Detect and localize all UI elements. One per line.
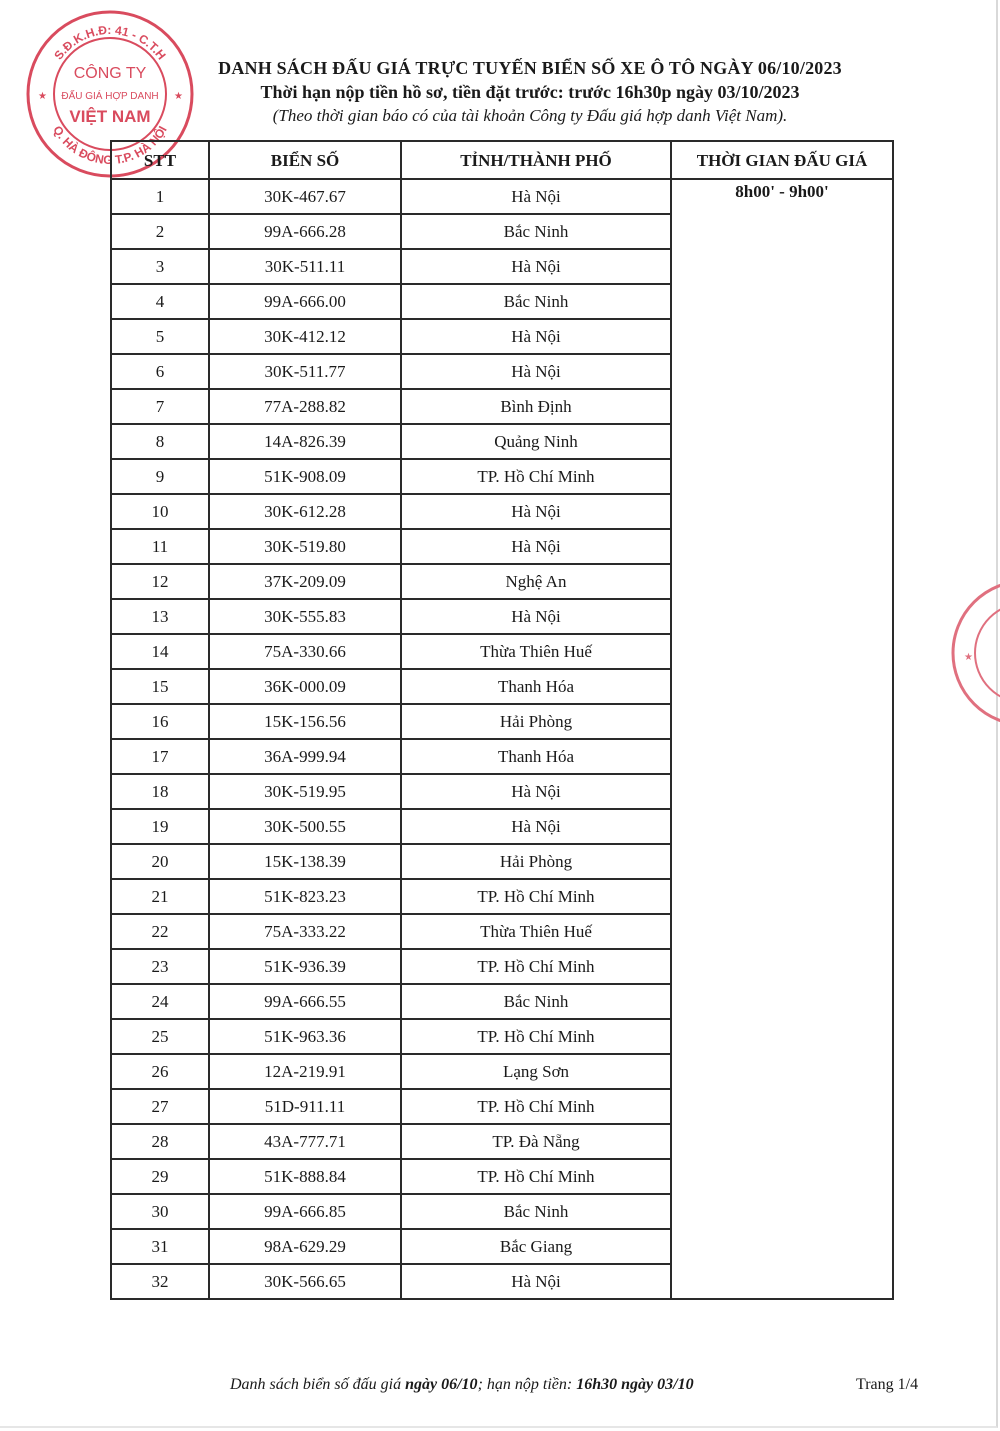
cell-plate: 51K-936.39 [209, 949, 401, 984]
footer-deadline: 16h30 ngày 03/10 [576, 1376, 694, 1393]
cell-stt: 19 [111, 809, 209, 844]
cell-plate: 99A-666.28 [209, 214, 401, 249]
cell-plate: 51K-888.84 [209, 1159, 401, 1194]
cell-stt: 5 [111, 319, 209, 354]
cell-plate: 75A-330.66 [209, 634, 401, 669]
cell-plate: 36K-000.09 [209, 669, 401, 704]
cell-plate: 30K-612.28 [209, 494, 401, 529]
seal-line-1: CÔNG TY [73, 65, 147, 82]
deadline-note: (Theo thời gian báo có của tài khoản Công ty Đấu giá hợp danh Việt Nam). [272, 106, 788, 125]
cell-plate: 15K-138.39 [209, 844, 401, 879]
cell-stt: 28 [111, 1124, 209, 1159]
cell-province: TP. Hồ Chí Minh [401, 1089, 671, 1124]
cell-province: Hà Nội [401, 774, 671, 809]
seal-line-2: ĐẤU GIÁ HỢP DANH [61, 91, 159, 102]
cell-plate: 51D-911.11 [209, 1089, 401, 1124]
cell-plate: 15K-156.56 [209, 704, 401, 739]
cell-stt: 29 [111, 1159, 209, 1194]
auction-table [110, 140, 894, 1300]
cell-province: Bắc Ninh [401, 1194, 671, 1229]
cell-stt: 10 [111, 494, 209, 529]
cell-plate: 51K-823.23 [209, 879, 401, 914]
cell-stt: 31 [111, 1229, 209, 1264]
cell-stt: 25 [111, 1019, 209, 1054]
cell-province: Bắc Giang [401, 1229, 671, 1264]
cell-province: Hà Nội [401, 354, 671, 389]
cell-province: Quảng Ninh [401, 424, 671, 459]
seal-star-icon: ★ [174, 91, 183, 102]
cell-plate: 30K-500.55 [209, 809, 401, 844]
seal-bottom-text: Q. HÀ ĐÔNG T.P. HÀ NỘI [50, 123, 170, 168]
cell-plate: 30K-519.95 [209, 774, 401, 809]
cell-province: Hà Nội [401, 494, 671, 529]
cell-plate: 30K-555.83 [209, 599, 401, 634]
header-plate: BIỂN SỐ [209, 141, 401, 179]
cell-province: TP. Hồ Chí Minh [401, 1159, 671, 1194]
cell-plate: 99A-666.55 [209, 984, 401, 1019]
cell-province: Bắc Ninh [401, 284, 671, 319]
cell-province: Bắc Ninh [401, 214, 671, 249]
cell-province: Hải Phòng [401, 704, 671, 739]
footer-middle: ; hạn nộp tiền: [477, 1376, 573, 1393]
cell-province: Nghệ An [401, 564, 671, 599]
seal-star-icon: ★ [964, 652, 973, 663]
cell-plate: 36A-999.94 [209, 739, 401, 774]
cell-plate: 75A-333.22 [209, 914, 401, 949]
cell-plate: 30K-412.12 [209, 319, 401, 354]
cell-province: TP. Đà Nẵng [401, 1124, 671, 1159]
seal-top-text: S.Đ.K.H.Đ: 41 - C.T.H [51, 22, 169, 63]
cell-plate: 98A-629.29 [209, 1229, 401, 1264]
table-row [111, 179, 893, 214]
deadline-line: Thời hạn nộp tiền hồ sơ, tiền đặt trước: trước 16h30p ngày 03/10/2023 [260, 82, 800, 102]
cell-stt: 8 [111, 424, 209, 459]
cell-stt: 2 [111, 214, 209, 249]
cell-plate: 99A-666.00 [209, 284, 401, 319]
cell-plate: 51K-908.09 [209, 459, 401, 494]
cell-plate: 30K-519.80 [209, 529, 401, 564]
cell-stt: 6 [111, 354, 209, 389]
cell-province: Thừa Thiên Huế [401, 634, 671, 669]
cell-province: Hà Nội [401, 529, 671, 564]
cell-plate: 30K-467.67 [209, 179, 401, 214]
cell-plate: 43A-777.71 [209, 1124, 401, 1159]
cell-stt: 9 [111, 459, 209, 494]
cell-stt: 24 [111, 984, 209, 1019]
cell-province: Hà Nội [401, 809, 671, 844]
cell-province: Hà Nội [401, 179, 671, 214]
cell-province: Bình Định [401, 389, 671, 424]
cell-plate: 30K-566.65 [209, 1264, 401, 1299]
cell-stt: 30 [111, 1194, 209, 1229]
header-time: THỜI GIAN ĐẤU GIÁ [671, 141, 893, 179]
cell-stt: 23 [111, 949, 209, 984]
cell-stt: 32 [111, 1264, 209, 1299]
cell-stt: 16 [111, 704, 209, 739]
cell-stt: 18 [111, 774, 209, 809]
header-stt: STT [111, 141, 209, 179]
footer-note [230, 1376, 694, 1394]
cell-plate: 12A-219.91 [209, 1054, 401, 1089]
cell-plate: 37K-209.09 [209, 564, 401, 599]
cell-stt: 27 [111, 1089, 209, 1124]
cell-stt: 1 [111, 179, 209, 214]
cell-stt: 4 [111, 284, 209, 319]
cell-stt: 22 [111, 914, 209, 949]
cell-time-slot: 8h00' - 9h00' [671, 179, 893, 1299]
page-number: Trang 1/4 [856, 1376, 919, 1393]
cell-plate: 14A-826.39 [209, 424, 401, 459]
cell-province: TP. Hồ Chí Minh [401, 459, 671, 494]
cell-province: TP. Hồ Chí Minh [401, 879, 671, 914]
seal-line-3: VIỆT NAM [69, 107, 151, 126]
cell-stt: 7 [111, 389, 209, 424]
cell-plate: 30K-511.77 [209, 354, 401, 389]
cell-plate: 51K-963.36 [209, 1019, 401, 1054]
cell-stt: 26 [111, 1054, 209, 1089]
cell-province: Hà Nội [401, 319, 671, 354]
cell-province: Lạng Sơn [401, 1054, 671, 1089]
cell-stt: 17 [111, 739, 209, 774]
cell-stt: 14 [111, 634, 209, 669]
cell-province: Thừa Thiên Huế [401, 914, 671, 949]
document-title: DANH SÁCH ĐẤU GIÁ TRỰC TUYẾN BIỂN SỐ XE Ô TÔ NGÀY 06/10/2023 [218, 58, 842, 78]
cell-province: TP. Hồ Chí Minh [401, 1019, 671, 1054]
cell-province: Hà Nội [401, 249, 671, 284]
cell-plate: 77A-288.82 [209, 389, 401, 424]
cell-stt: 13 [111, 599, 209, 634]
partial-seal-right [950, 578, 1000, 728]
cell-plate: 99A-666.85 [209, 1194, 401, 1229]
cell-province: Bắc Ninh [401, 984, 671, 1019]
cell-stt: 12 [111, 564, 209, 599]
cell-plate: 30K-511.11 [209, 249, 401, 284]
cell-province: Thanh Hóa [401, 739, 671, 774]
cell-province: Thanh Hóa [401, 669, 671, 704]
cell-province: Hà Nội [401, 599, 671, 634]
cell-stt: 20 [111, 844, 209, 879]
cell-province: Hà Nội [401, 1264, 671, 1299]
footer-prefix: Danh sách biển số đấu giá [230, 1376, 402, 1393]
cell-stt: 15 [111, 669, 209, 704]
cell-stt: 21 [111, 879, 209, 914]
header-province: TỈNH/THÀNH PHỐ [401, 141, 671, 179]
table-header-row [111, 141, 893, 179]
seal-star-icon: ★ [38, 91, 47, 102]
document-header [140, 56, 920, 128]
cell-stt: 11 [111, 529, 209, 564]
cell-stt: 3 [111, 249, 209, 284]
cell-province: Hải Phòng [401, 844, 671, 879]
cell-province: TP. Hồ Chí Minh [401, 949, 671, 984]
footer-date: ngày 06/10 [405, 1376, 478, 1393]
